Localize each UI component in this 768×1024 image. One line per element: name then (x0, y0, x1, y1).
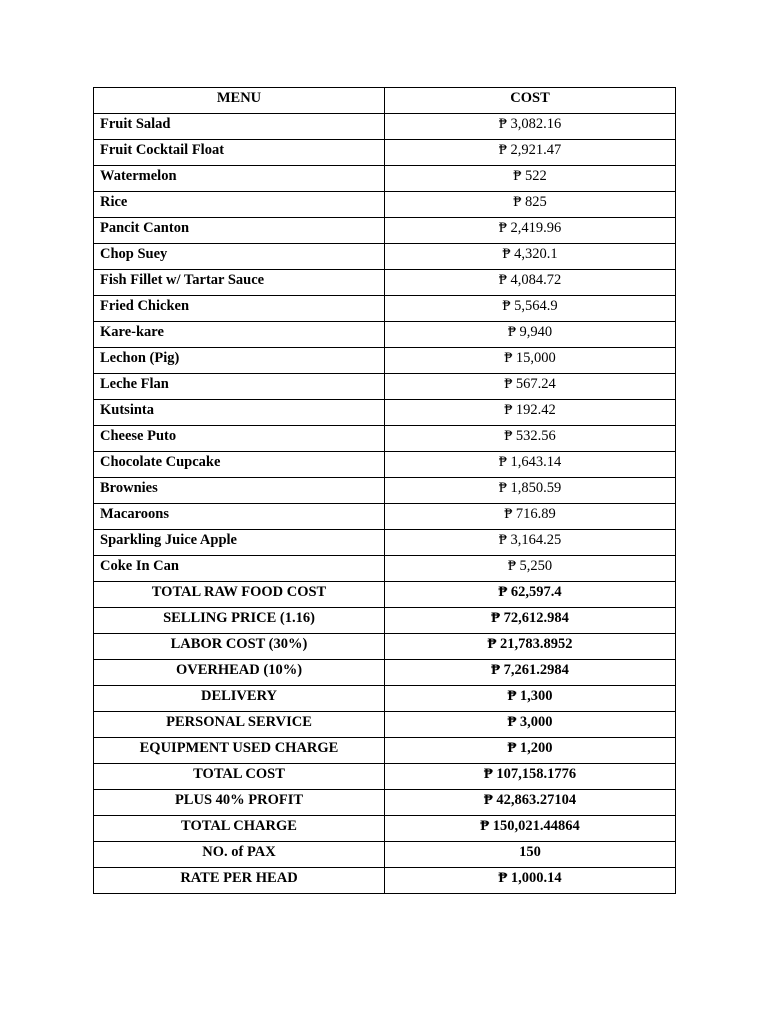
menu-item-name: Kutsinta (94, 400, 385, 426)
table-row (94, 270, 676, 296)
table-row (94, 140, 676, 166)
summary-value: ₱ 7,261.2984 (385, 660, 676, 686)
menu-item-cost: ₱ 3,164.25 (385, 530, 676, 556)
table-row (94, 556, 676, 582)
menu-item-name: Watermelon (94, 166, 385, 192)
summary-row (94, 634, 676, 660)
menu-item-cost: ₱ 1,850.59 (385, 478, 676, 504)
summary-label: PLUS 40% PROFIT (94, 790, 385, 816)
menu-item-name: Fried Chicken (94, 296, 385, 322)
summary-label: PERSONAL SERVICE (94, 712, 385, 738)
table-row (94, 244, 676, 270)
menu-item-name: Lechon (Pig) (94, 348, 385, 374)
menu-item-name: Kare-kare (94, 322, 385, 348)
table-row (94, 218, 676, 244)
menu-item-cost: ₱ 532.56 (385, 426, 676, 452)
table-row (94, 530, 676, 556)
summary-value: ₱ 3,000 (385, 712, 676, 738)
menu-item-cost: ₱ 1,643.14 (385, 452, 676, 478)
menu-item-cost: ₱ 716.89 (385, 504, 676, 530)
menu-item-name: Fish Fillet w/ Tartar Sauce (94, 270, 385, 296)
menu-item-name: Leche Flan (94, 374, 385, 400)
table-row (94, 374, 676, 400)
summary-label: LABOR COST (30%) (94, 634, 385, 660)
table-row (94, 504, 676, 530)
menu-item-name: Chop Suey (94, 244, 385, 270)
table-row (94, 322, 676, 348)
table-row (94, 166, 676, 192)
summary-row (94, 764, 676, 790)
summary-label: TOTAL CHARGE (94, 816, 385, 842)
menu-item-name: Fruit Salad (94, 114, 385, 140)
summary-label: TOTAL COST (94, 764, 385, 790)
summary-value: ₱ 21,783.8952 (385, 634, 676, 660)
summary-label: OVERHEAD (10%) (94, 660, 385, 686)
table-row (94, 192, 676, 218)
table-row (94, 478, 676, 504)
summary-row (94, 816, 676, 842)
table-row (94, 400, 676, 426)
summary-label: TOTAL RAW FOOD COST (94, 582, 385, 608)
table-row (94, 114, 676, 140)
summary-value: ₱ 1,200 (385, 738, 676, 764)
menu-column-header: MENU (94, 88, 385, 114)
menu-item-name: Rice (94, 192, 385, 218)
menu-item-cost: ₱ 522 (385, 166, 676, 192)
table-header-row (94, 88, 676, 114)
menu-item-cost: ₱ 3,082.16 (385, 114, 676, 140)
summary-value: ₱ 150,021.44864 (385, 816, 676, 842)
menu-item-cost: ₱ 825 (385, 192, 676, 218)
summary-label: EQUIPMENT USED CHARGE (94, 738, 385, 764)
menu-item-cost: ₱ 9,940 (385, 322, 676, 348)
menu-item-name: Coke In Can (94, 556, 385, 582)
summary-row (94, 608, 676, 634)
menu-item-cost: ₱ 2,419.96 (385, 218, 676, 244)
menu-item-name: Fruit Cocktail Float (94, 140, 385, 166)
menu-item-name: Chocolate Cupcake (94, 452, 385, 478)
menu-item-cost: ₱ 4,320.1 (385, 244, 676, 270)
menu-cost-table (93, 87, 676, 894)
summary-value: ₱ 107,158.1776 (385, 764, 676, 790)
menu-item-cost: ₱ 192.42 (385, 400, 676, 426)
summary-row (94, 712, 676, 738)
menu-item-name: Brownies (94, 478, 385, 504)
summary-row (94, 842, 676, 868)
table-row (94, 348, 676, 374)
menu-item-cost: ₱ 4,084.72 (385, 270, 676, 296)
summary-label: SELLING PRICE (1.16) (94, 608, 385, 634)
table-row (94, 426, 676, 452)
menu-item-name: Macaroons (94, 504, 385, 530)
summary-row (94, 686, 676, 712)
summary-value: ₱ 72,612.984 (385, 608, 676, 634)
table-row (94, 296, 676, 322)
summary-value: ₱ 1,300 (385, 686, 676, 712)
menu-item-name: Sparkling Juice Apple (94, 530, 385, 556)
summary-value: 150 (385, 842, 676, 868)
summary-row (94, 868, 676, 894)
summary-value: ₱ 62,597.4 (385, 582, 676, 608)
summary-row (94, 660, 676, 686)
menu-item-cost: ₱ 5,250 (385, 556, 676, 582)
menu-item-cost: ₱ 567.24 (385, 374, 676, 400)
summary-row (94, 582, 676, 608)
menu-item-name: Cheese Puto (94, 426, 385, 452)
summary-value: ₱ 42,863.27104 (385, 790, 676, 816)
cost-column-header: COST (385, 88, 676, 114)
summary-row (94, 738, 676, 764)
summary-label: DELIVERY (94, 686, 385, 712)
table-row (94, 452, 676, 478)
summary-value: ₱ 1,000.14 (385, 868, 676, 894)
summary-label: NO. of PAX (94, 842, 385, 868)
menu-item-name: Pancit Canton (94, 218, 385, 244)
menu-item-cost: ₱ 5,564.9 (385, 296, 676, 322)
summary-row (94, 790, 676, 816)
menu-item-cost: ₱ 15,000 (385, 348, 676, 374)
menu-item-cost: ₱ 2,921.47 (385, 140, 676, 166)
summary-label: RATE PER HEAD (94, 868, 385, 894)
